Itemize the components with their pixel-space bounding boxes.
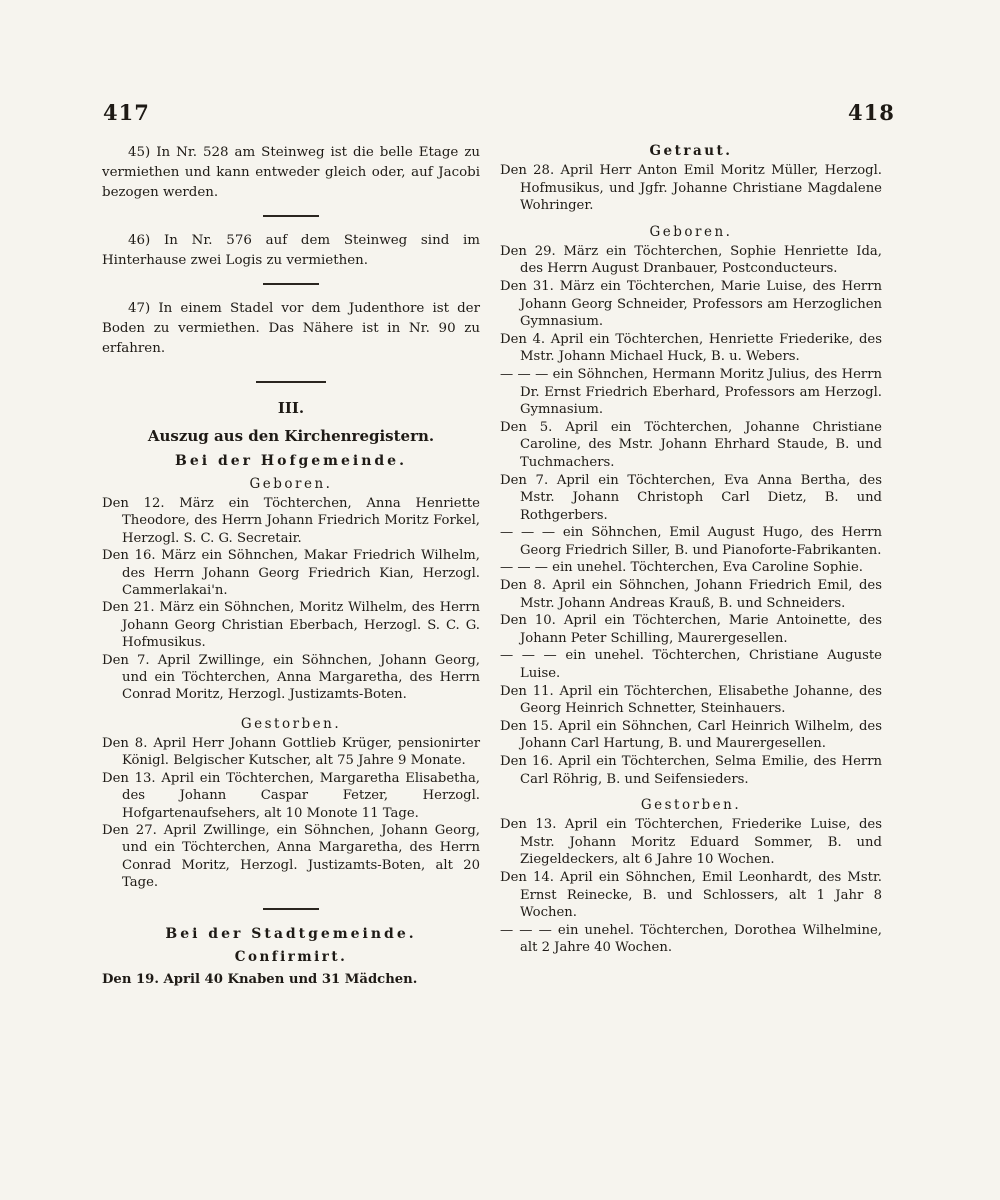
birth-entry: Den 8. April ein Söhnchen, Johann Friedrich Emil, des Mstr. Johann Andreas Krauß, B. und Schneiders. bbox=[500, 578, 882, 611]
page-number-left: 417 bbox=[103, 100, 150, 125]
death-entry: — — — ein unehel. Töchterchen, Dorothea Wilhelmine, alt 2 Jahre 40 Wochen. bbox=[500, 922, 882, 956]
advertisement-47: 47) In einem Stadel vor dem Judenthore ist der Boden zu vermiethen. Das Nähere ist in Nr. 90 zu erfahren. bbox=[102, 301, 480, 356]
section-title: Auszug aus den Kirchenregistern. bbox=[147, 427, 435, 445]
gestorben-heading: Gestorben. bbox=[240, 715, 342, 732]
advertisement-45: 45) In Nr. 528 am Steinweg ist die belle Etage zu vermiethen und kann entweder gleich oder, auf Jacobi bezogen werden. bbox=[102, 145, 480, 200]
birth-entry: — — — ein Söhnchen, Hermann Moritz Julius, des Herrn Dr. Ernst Friedrich Eberhard, Professors am Herzogl. Gymnasium. bbox=[500, 366, 882, 418]
separator-rule bbox=[263, 908, 319, 910]
death-entry: Den 27. April Zwillinge, ein Söhnchen, Johann Georg, und ein Töchterchen, Anna Margaretha, des Herrn Conrad Moritz, Herzogl. Justizamts-Boten, alt 20 Tage. bbox=[102, 822, 480, 891]
death-entry: Den 13. April ein Töchterchen, Margaretha Elisabetha, des Johann Caspar Fetzer, Herzogl. Hofgartenaufsehers, alt 10 Monote 11 Tage. bbox=[102, 770, 480, 821]
birth-entry: Den 7. April ein Töchterchen, Eva Anna Bertha, des Mstr. Johann Christoph Carl Dietz, B. und Rothgerbers. bbox=[500, 472, 882, 523]
birth-entry: Den 10. April ein Töchterchen, Marie Antoinette, des Johann Peter Schilling, Maurergesellen. bbox=[500, 613, 882, 646]
death-entry: Den 8. April Herr Johann Gottlieb Krüger, pensionirter Königl. Belgischer Kutscher, alt 75 Jahre 9 Monate. bbox=[102, 735, 480, 769]
section-numeral: III. bbox=[277, 399, 305, 417]
birth-entry: — — — ein unehel. Töchterchen, Eva Caroline Sophie. bbox=[500, 560, 863, 576]
separator-rule bbox=[263, 215, 319, 217]
death-entry: Den 14. April ein Söhnchen, Emil Leonhardt, des Mstr. Ernst Reinecke, B. und Schlossers, alt 1 Jahr 8 Wochen. bbox=[500, 869, 882, 921]
birth-entry: Den 16. April ein Töchterchen, Selma Emilie, des Herrn Carl Röhrig, B. und Seifensieders. bbox=[500, 754, 882, 787]
birth-entry: Den 21. März ein Söhnchen, Moritz Wilhelm, des Herrn Johann Georg Christian Eberbach, Herzogl. S. C. G. Hofmusikus. bbox=[102, 600, 480, 651]
birth-entry: Den 15. April ein Söhnchen, Carl Heinrich Wilhelm, des Johann Carl Hartung, B. und Maurergesellen. bbox=[500, 718, 882, 752]
confirmirt-heading: Confirmirt. bbox=[234, 948, 348, 965]
birth-entry: — — — ein unehel. Töchterchen, Christiane Auguste Luise. bbox=[500, 648, 882, 682]
confirmation-entry: Den 19. April 40 Knaben und 31 Mädchen. bbox=[102, 971, 418, 987]
separator-rule bbox=[263, 283, 319, 285]
hofgemeinde-heading: Bei der Hofgemeinde. bbox=[175, 453, 407, 469]
birth-entry: Den 29. März ein Töchterchen, Sophie Henriette Ida, des Herrn August Dranbauer, Postconducteurs. bbox=[500, 243, 882, 277]
geboren-heading: Geboren. bbox=[249, 476, 333, 492]
birth-entry: Den 5. April ein Töchterchen, Johanne Christiane Caroline, des Mstr. Johann Ehrhard Staude, B. und Tuchmachers. bbox=[500, 419, 882, 470]
getraut-heading: Getraut. bbox=[649, 143, 733, 159]
death-entry: Den 13. April ein Töchterchen, Friederike Luise, des Mstr. Johann Moritz Eduard Sommer, B. und Ziegeldeckers, alt 6 Jahre 10 Wochen. bbox=[500, 817, 882, 868]
geboren-heading: Geboren. bbox=[649, 223, 733, 240]
left-column bbox=[102, 143, 480, 988]
birth-entry: Den 4. April ein Töchterchen, Henriette Friederike, des Mstr. Johann Michael Huck, B. u. Webers. bbox=[500, 331, 882, 365]
birth-entry: Den 31. März ein Töchterchen, Marie Luise, des Herrn Johann Georg Schneider, Professors am Herzoglichen Gymnasium. bbox=[500, 278, 882, 330]
separator-rule bbox=[256, 381, 326, 383]
stadtgemeinde-heading: Bei der Stadtgemeinde. bbox=[165, 925, 417, 942]
page-number-right: 418 bbox=[848, 100, 895, 125]
birth-entry: Den 12. März ein Töchterchen, Anna Henriette Theodore, des Herrn Johann Friedrich Moritz Forkel, Herzogl. S. C. G. Secretair. bbox=[102, 496, 480, 546]
advertisement-46: 46) In Nr. 576 auf dem Steinweg sind im Hinterhause zwei Logis zu vermiethen. bbox=[102, 233, 480, 268]
birth-entry: — — — ein Söhnchen, Emil August Hugo, des Herrn Georg Friedrich Siller, B. und Pianoforte-Fabrikanten. bbox=[500, 525, 882, 558]
birth-entry: Den 16. März ein Söhnchen, Makar Friedrich Wilhelm, des Herrn Johann Georg Friedrich Kian, Herzogl. Cammerlakai'n. bbox=[102, 548, 480, 599]
birth-entry: Den 7. April Zwillinge, ein Söhnchen, Johann Georg, und ein Töchterchen, Anna Margaretha, des Herrn Conrad Moritz, Herzogl. Justizamts-Boten. bbox=[102, 652, 480, 703]
gestorben-heading: Gestorben. bbox=[640, 797, 742, 814]
right-column bbox=[500, 143, 882, 957]
birth-entry: Den 11. April ein Töchterchen, Elisabethe Johanne, des Georg Heinrich Schnetter, Steinhauers. bbox=[500, 683, 882, 717]
marriage-entry: Den 28. April Herr Anton Emil Moritz Müller, Herzogl. Hofmusikus, und Jgfr. Johanne Christiane Magdalene Wohringer. bbox=[500, 163, 882, 214]
